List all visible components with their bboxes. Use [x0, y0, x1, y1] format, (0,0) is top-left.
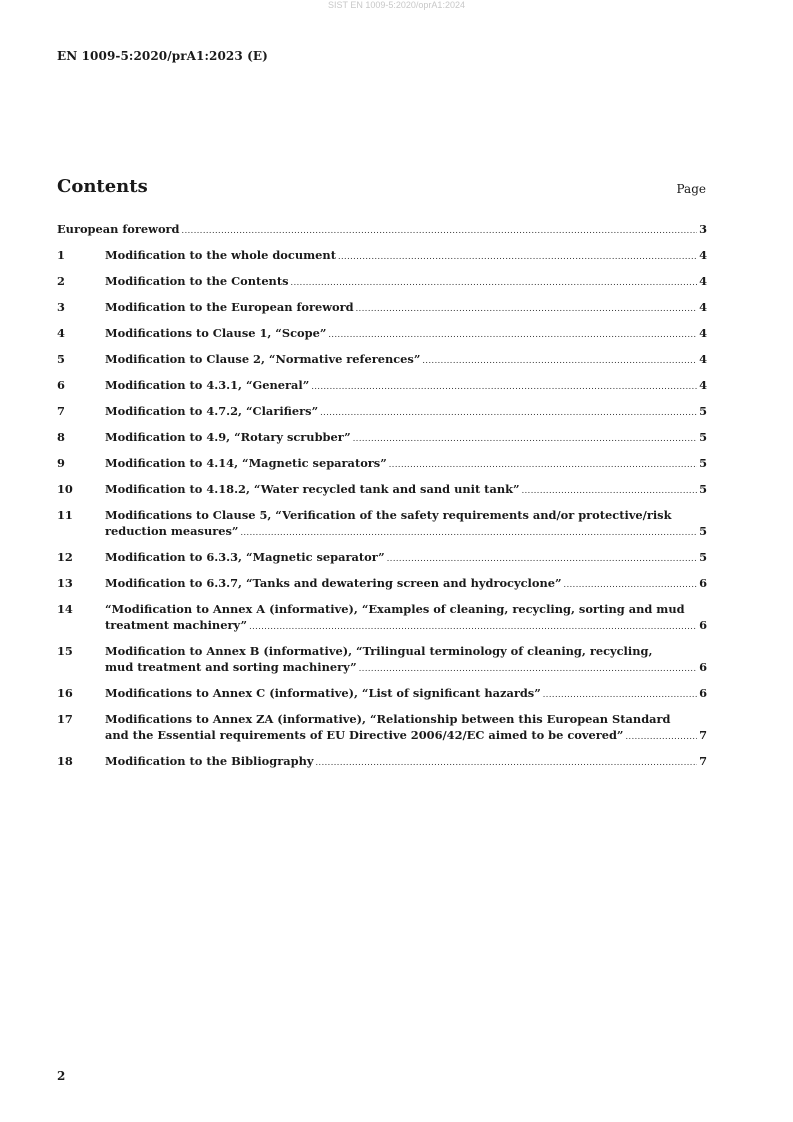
toc-entry-number: 15	[57, 644, 73, 658]
toc-entry[interactable]	[57, 575, 707, 593]
toc-entry-number: 3	[57, 300, 65, 314]
dot-leader	[422, 353, 697, 369]
toc-entry-title: Modification to 4.3.1, “General”	[105, 378, 310, 392]
toc-entry-number: 18	[57, 754, 73, 768]
toc-entry-title: Modification to the whole document	[105, 248, 336, 262]
toc-entry-title: Modification to the Bibliography	[105, 754, 314, 768]
toc-entry[interactable]	[57, 325, 707, 343]
toc-entry[interactable]	[57, 753, 707, 771]
toc-entry-page: 3	[699, 222, 707, 236]
toc-entry-page: 6	[699, 686, 707, 700]
toc-entry-title-line: Modifications to Clause 5, “Verification of the safety requirements and/or protective/risk	[105, 508, 672, 522]
toc-entry-title: Modification to 4.7.2, “Clarifiers”	[105, 404, 319, 418]
toc-entry[interactable]	[57, 711, 707, 745]
dot-leader	[249, 619, 697, 635]
page-column-label: Page	[676, 182, 706, 196]
toc-entry-page: 4	[699, 248, 707, 262]
dot-leader	[320, 405, 697, 421]
dot-leader	[328, 327, 697, 343]
toc-entry-page: 5	[699, 524, 707, 538]
table-of-contents	[57, 221, 707, 779]
toc-entry-number: 12	[57, 550, 73, 564]
dot-leader	[316, 755, 698, 771]
toc-entry-title-line: Modifications to Annex ZA (informative), “Relationship between this European Standard	[105, 712, 671, 726]
watermark: SIST EN 1009-5:2020/oprA1:2024	[328, 0, 465, 10]
toc-entry-title: treatment machinery”	[105, 618, 248, 632]
toc-entry[interactable]	[57, 247, 707, 265]
dot-leader	[543, 687, 697, 703]
dot-leader	[311, 379, 697, 395]
toc-entry-page: 4	[699, 300, 707, 314]
toc-entry-number: 2	[57, 274, 65, 288]
dot-leader	[356, 301, 697, 317]
toc-entry-page: 4	[699, 378, 707, 392]
toc-entry-title: Modifications to Clause 1, “Scope”	[105, 326, 327, 340]
toc-entry-page: 5	[699, 550, 707, 564]
dot-leader	[625, 729, 697, 745]
toc-entry-number: 17	[57, 712, 73, 726]
toc-entry-page: 5	[699, 404, 707, 418]
toc-entry-page: 7	[699, 728, 707, 742]
toc-entry-number: 5	[57, 352, 65, 366]
toc-entry[interactable]	[57, 299, 707, 317]
toc-entry-title: Modification to the Contents	[105, 274, 289, 288]
toc-entry-page: 4	[699, 352, 707, 366]
toc-entry-page: 4	[699, 326, 707, 340]
toc-entry-title: Modification to 4.18.2, “Water recycled tank and sand unit tank”	[105, 482, 520, 496]
dot-leader	[353, 431, 697, 447]
toc-entry[interactable]	[57, 455, 707, 473]
toc-entry-title: and the Essential requirements of EU Directive 2006/42/EC aimed to be covered”	[105, 728, 624, 742]
toc-entry-title: Modification to 6.3.3, “Magnetic separator”	[105, 550, 385, 564]
dot-leader	[564, 577, 698, 593]
dot-leader	[359, 661, 697, 677]
toc-entry-number: 10	[57, 482, 73, 496]
dot-leader	[240, 525, 697, 541]
toc-entry-number: 9	[57, 456, 65, 470]
toc-entry-page: 6	[699, 576, 707, 590]
dot-leader	[387, 551, 697, 567]
toc-entry-number: 4	[57, 326, 65, 340]
toc-entry-title: Modification to 4.9, “Rotary scrubber”	[105, 430, 351, 444]
toc-entry-title-line: Modification to Annex B (informative), “Trilingual terminology of cleaning, recycling,	[105, 644, 653, 658]
toc-entry-page: 4	[699, 274, 707, 288]
toc-entry-page: 6	[699, 660, 707, 674]
toc-entry-number: 14	[57, 602, 73, 616]
toc-entry-title: Modifications to Annex C (informative), “List of significant hazards”	[105, 686, 541, 700]
document-id-header: EN 1009-5:2020/prA1:2023 (E)	[57, 49, 268, 63]
dot-leader	[291, 275, 698, 291]
toc-entry-number: 11	[57, 508, 73, 522]
toc-entry[interactable]	[57, 481, 707, 499]
toc-entry[interactable]	[57, 643, 707, 677]
dot-leader	[522, 483, 698, 499]
toc-entry[interactable]	[57, 549, 707, 567]
toc-entry-title: mud treatment and sorting machinery”	[105, 660, 357, 674]
toc-entry-page: 5	[699, 456, 707, 470]
toc-entry[interactable]	[57, 601, 707, 635]
toc-entry[interactable]	[57, 685, 707, 703]
toc-entry-title: reduction measures”	[105, 524, 239, 538]
dot-leader	[389, 457, 697, 473]
toc-entry[interactable]	[57, 507, 707, 541]
toc-entry-title: Modification to Clause 2, “Normative references”	[105, 352, 421, 366]
toc-entry-number: 1	[57, 248, 65, 262]
toc-entry-number: 8	[57, 430, 65, 444]
toc-entry-number: 7	[57, 404, 65, 418]
toc-entry-number: 13	[57, 576, 73, 590]
toc-entry-title-line: “Modification to Annex A (informative), “Examples of cleaning, recycling, sorting and mud	[105, 602, 685, 616]
dot-leader	[182, 223, 698, 239]
page-number: 2	[57, 1069, 66, 1083]
dot-leader	[338, 249, 697, 265]
toc-entry[interactable]	[57, 273, 707, 291]
toc-entry[interactable]	[57, 403, 707, 421]
toc-entry[interactable]	[57, 377, 707, 395]
toc-entry-title: Modification to the European foreword	[105, 300, 354, 314]
toc-entry[interactable]	[57, 351, 707, 369]
toc-entry-title: Modification to 6.3.7, “Tanks and dewatering screen and hydrocyclone”	[105, 576, 562, 590]
toc-entry-number: 16	[57, 686, 73, 700]
toc-entry-number: 6	[57, 378, 65, 392]
toc-entry-page: 6	[699, 618, 707, 632]
toc-entry-title: Modification to 4.14, “Magnetic separators”	[105, 456, 387, 470]
toc-entry[interactable]	[57, 429, 707, 447]
toc-entry-page: 7	[699, 754, 707, 768]
toc-entry-page: 5	[699, 430, 707, 444]
toc-entry-page: 5	[699, 482, 707, 496]
contents-title: Contents	[57, 176, 148, 197]
toc-entry-foreword[interactable]	[57, 221, 707, 239]
toc-entry-title: European foreword	[57, 222, 180, 236]
